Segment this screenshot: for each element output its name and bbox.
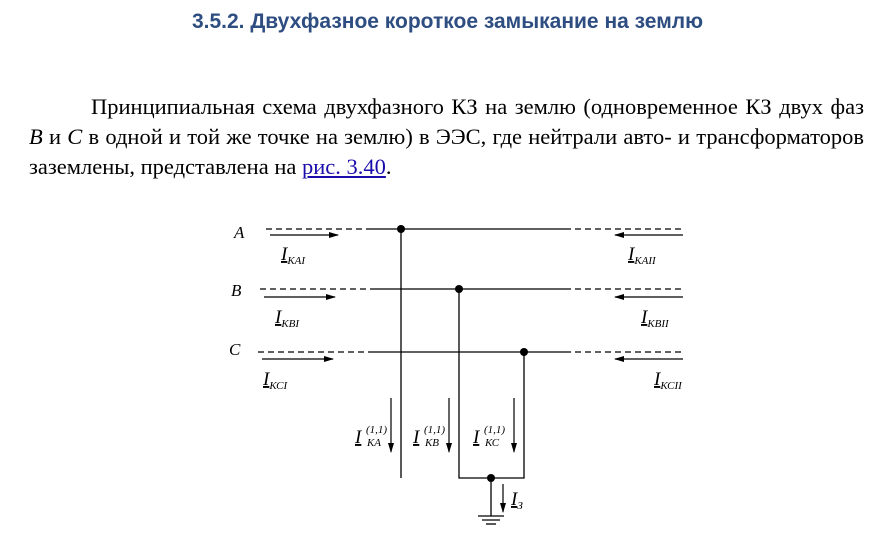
section-heading: 3.5.2. Двухфазное короткое замыкание на землю	[191, 10, 704, 33]
down-arrows	[391, 398, 514, 512]
current-label-kci: $I_{КСI}$	[263, 369, 288, 392]
current-label-kbii: $I_{КВII}$	[641, 307, 669, 330]
junction-c	[520, 348, 528, 356]
right-arrows	[615, 235, 683, 359]
fault-label-b-sub: КВ	[425, 437, 440, 449]
current-label-kbi: $I_{КВI}$	[275, 307, 300, 330]
fault-connections	[401, 229, 524, 524]
paragraph-text-3: в одной и той же точке на землю) в ЭЭС, где нейтрали авто- и трансформаторов заземлены, представлена на	[29, 124, 864, 179]
fault-label-a-sup: (1,1)	[366, 424, 388, 436]
paragraph-text-1: Принципиальная схема двухфазного КЗ на землю (одновременное КЗ двух фаз	[91, 94, 864, 119]
fault-label-b-main: I	[413, 427, 420, 448]
junction-a	[397, 225, 405, 233]
ground-current-label: $I_З$	[511, 489, 523, 512]
current-label-kai: $I_{КАI}$	[281, 244, 306, 267]
current-label-kaii: $I_{КАII}$	[628, 244, 656, 267]
phase-c-label-diagram: C	[229, 340, 241, 359]
fault-labels	[354, 424, 505, 449]
phase-b-label: B	[29, 124, 43, 149]
junction-b	[455, 285, 463, 293]
phase-b-label-diagram: B	[231, 281, 242, 300]
paragraph-text-2: и	[42, 124, 68, 149]
bus-lines	[258, 229, 684, 352]
current-label-kcii: $I_{КСII}$	[654, 369, 682, 392]
fault-label-c-sub: КС	[485, 437, 500, 449]
phase-a-label: A	[234, 223, 245, 242]
fault-label-a-main: I	[355, 427, 362, 448]
fault-label-b-sup: (1,1)	[424, 424, 446, 436]
left-arrows	[262, 235, 338, 359]
phase-c-label: C	[67, 124, 83, 149]
fault-label-a-sub: КА	[367, 437, 382, 449]
junction-ground	[487, 474, 495, 482]
figure-link[interactable]: рис. 3.40	[301, 154, 386, 179]
paragraph-text-4: .	[385, 154, 392, 179]
fault-label-c-main: I	[473, 427, 480, 448]
fault-label-c-sup: (1,1)	[484, 424, 506, 436]
